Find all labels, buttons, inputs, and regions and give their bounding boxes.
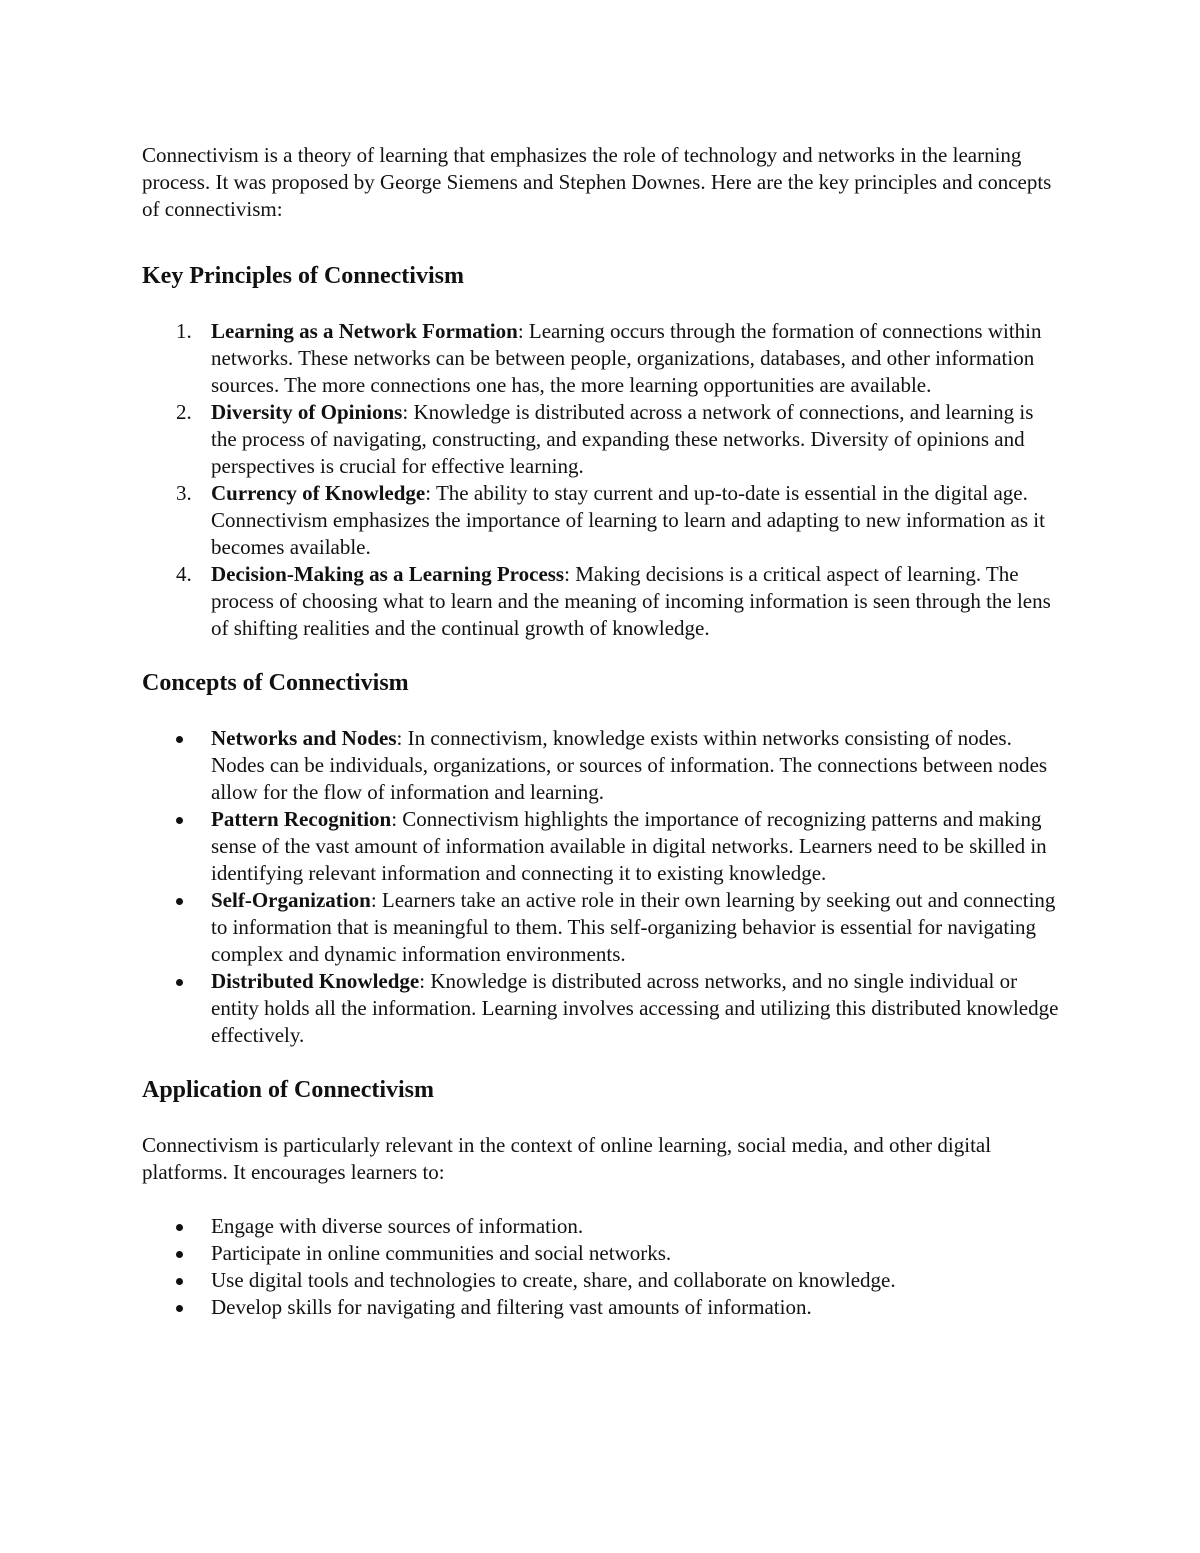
concept-term: Networks and Nodes [211, 726, 397, 750]
list-item [142, 725, 1062, 806]
principle-text: : Knowledge is distributed across a network of connections, and learning is the process of navigating, constructing, and expanding these networks. Diversity of opinions and perspectives is crucial for effective learning. [211, 400, 1034, 478]
application-heading: Application of Connectivism [142, 1077, 435, 1103]
bullet-icon [176, 979, 183, 986]
list-item [142, 399, 1062, 480]
application-item-text: Develop skills for navigating and filtering vast amounts of information. [211, 1295, 812, 1319]
list-item [142, 561, 1062, 642]
application-item-text: Engage with diverse sources of information. [211, 1214, 584, 1238]
list-number: 1. [176, 319, 192, 343]
key-principles-heading: Key Principles of Connectivism [142, 263, 464, 289]
principle-term: Diversity of Opinions [211, 400, 403, 424]
key-principles-list [142, 318, 1062, 642]
concepts-heading: Concepts of Connectivism [142, 670, 409, 696]
concepts-list [142, 725, 1062, 1049]
principle-term: Decision-Making as a Learning Process [211, 562, 565, 586]
intro-paragraph: Connectivism is a theory of learning that emphasizes the role of technology and networks in the learning process. It was proposed by George Siemens and Stephen Downes. Here are the key principles and concepts of connectivism: [142, 143, 1052, 221]
application-list [142, 1213, 1062, 1321]
concept-text: : In connectivism, knowledge exists within networks consisting of nodes. Nodes can be individuals, organizations, or sources of information. The connections between nodes allow for the flow of information and learning. [211, 726, 1048, 804]
bullet-icon [176, 1305, 183, 1312]
list-item [142, 480, 1062, 561]
principle-text: : Learning occurs through the formation of connections within networks. These networks can be between people, organizations, databases, and other information sources. The more connections one has, the more learning opportunities are available. [211, 319, 1042, 397]
principle-text: : Making decisions is a critical aspect of learning. The process of choosing what to learn and the meaning of incoming information is seen through the lens of shifting realities and the continual growth of knowledge. [211, 562, 1051, 640]
concept-text: : Connectivism highlights the importance of recognizing patterns and making sense of the vast amount of information available in digital networks. Learners need to be skilled in identifying relevant information and connecting it to existing knowledge. [211, 807, 1047, 885]
principle-text: : The ability to stay current and up-to-date is essential in the digital age. Connectivism emphasizes the importance of learning to learn and adapting to new information as it becomes available. [211, 481, 1045, 559]
list-item [142, 1240, 1062, 1267]
application-paragraph: Connectivism is particularly relevant in the context of online learning, social media, and other digital platforms. It encourages learners to: [142, 1133, 992, 1184]
list-number: 2. [176, 400, 192, 424]
list-item [142, 887, 1062, 968]
list-item [142, 318, 1062, 399]
list-item [142, 968, 1062, 1049]
document-body [142, 142, 1062, 1321]
principle-term: Learning as a Network Formation [211, 319, 518, 343]
concept-text: : Knowledge is distributed across networks, and no single individual or entity holds all the information. Learning involves accessing and utilizing this distributed knowledge effectively. [211, 969, 1059, 1047]
concept-text: : Learners take an active role in their own learning by seeking out and connecting to information that is meaningful to them. This self-organizing behavior is essential for navigating complex and dynamic information environments. [211, 888, 1056, 966]
bullet-icon [176, 1251, 183, 1258]
bullet-icon [176, 1224, 183, 1231]
list-item [142, 1213, 1062, 1240]
application-item-text: Use digital tools and technologies to create, share, and collaborate on knowledge. [211, 1268, 896, 1292]
bullet-icon [176, 898, 183, 905]
bullet-icon [176, 1278, 183, 1285]
list-item [142, 806, 1062, 887]
bullet-icon [176, 817, 183, 824]
concept-term: Distributed Knowledge [211, 969, 420, 993]
bullet-icon [176, 736, 183, 743]
principle-term: Currency of Knowledge [211, 481, 426, 505]
list-number: 4. [176, 562, 192, 586]
concept-term: Self-Organization [211, 888, 371, 912]
application-item-text: Participate in online communities and social networks. [211, 1241, 672, 1265]
list-item [142, 1267, 1062, 1294]
list-number: 3. [176, 481, 192, 505]
concept-term: Pattern Recognition [211, 807, 392, 831]
list-item [142, 1294, 1062, 1321]
